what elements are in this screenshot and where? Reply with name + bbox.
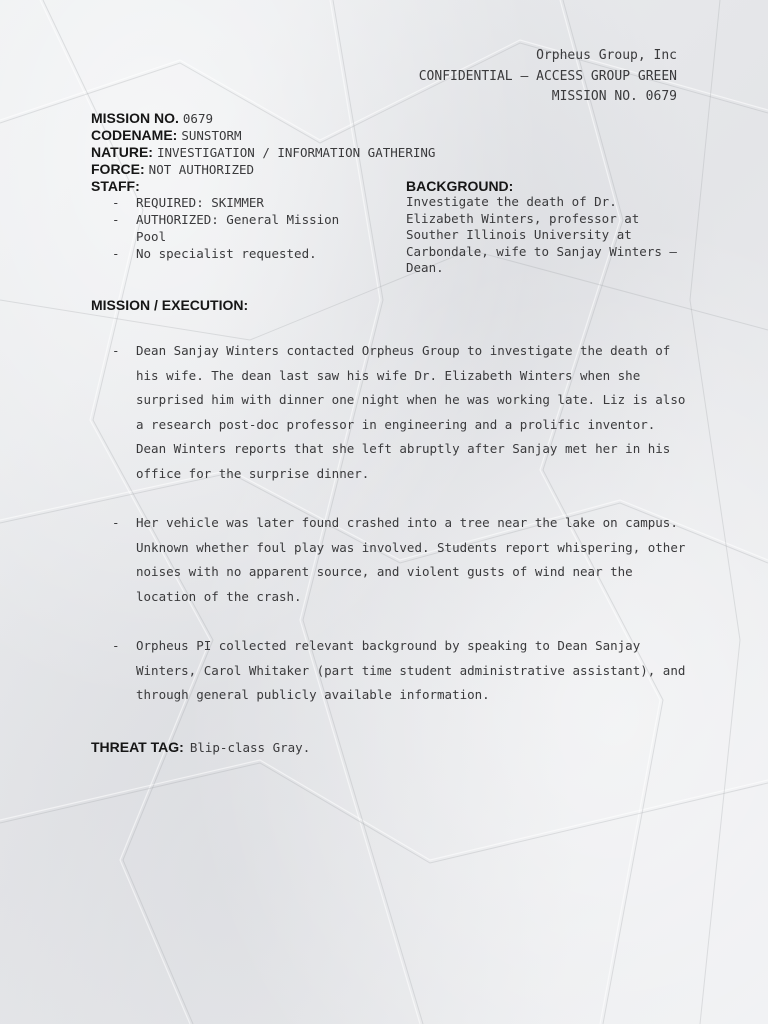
header-mission-number: MISSION NO. 0679 — [551, 89, 677, 104]
staff-item-authorized: - AUTHORIZED: General Mission Pool — [112, 211, 352, 245]
classification-line: CONFIDENTIAL – ACCESS GROUP GREEN — [418, 68, 677, 84]
background-label: BACKGROUND: — [406, 178, 514, 194]
mission-item-investigation: - Orpheus PI collected relevant background by speaking to Dean Sanjay Winters, Carol Whitaker (part time student administrative assistant), and through general publicly available information. — [112, 634, 687, 708]
staff-item-specialist: - No specialist requested. — [112, 245, 352, 262]
staff-item-required: - REQUIRED: SKIMMER — [112, 194, 352, 211]
threat-tag-label: THREAT TAG: — [91, 739, 184, 755]
force-field — [91, 159, 254, 178]
mission-execution-list — [112, 339, 687, 733]
mission-item-vehicle: - Her vehicle was later found crashed into a tree near the lake on campus. Unknown whether foul play was involved. Students report whispering, other noises with no apparent source, and violent gusts of wind near the location of the crash. — [112, 511, 687, 609]
mission-number-value: 0679 — [182, 111, 214, 126]
force-value: NOT AUTHORIZED — [148, 162, 255, 177]
document-header — [419, 46, 677, 108]
background-text: Investigate the death of Dr. Elizabeth Winters, professor at Souther Illinois University at Carbondale, wife to Sanjay Winters – Dean. — [406, 194, 677, 275]
nature-label: NATURE: — [91, 144, 153, 160]
company-name: Orpheus Group, Inc — [536, 48, 677, 63]
threat-tag-field — [91, 737, 310, 756]
codename-value: SUNSTORM — [181, 128, 242, 143]
force-label: FORCE: — [91, 161, 145, 177]
codename-label: CODENAME: — [91, 127, 178, 143]
threat-tag-value: Blip-class Gray. — [189, 740, 311, 755]
mission-number-label: MISSION NO. — [91, 110, 179, 126]
mission-item-contact: - Dean Sanjay Winters contacted Orpheus Group to investigate the death of his wife. The dean last saw his wife Dr. Elizabeth Winters when she surprised him with dinner one night when he was working late. Liz is also a research post-doc professor in engineering and a prolific inventor. Dean Winters reports that she left abruptly after Sanjay met her in his office for the surprise dinner. — [112, 339, 687, 486]
nature-value: INVESTIGATION / INFORMATION GATHERING — [156, 145, 436, 160]
staff-list — [112, 194, 352, 262]
staff-label: STAFF: — [91, 178, 140, 194]
mission-execution-label: MISSION / EXECUTION: — [91, 297, 249, 313]
